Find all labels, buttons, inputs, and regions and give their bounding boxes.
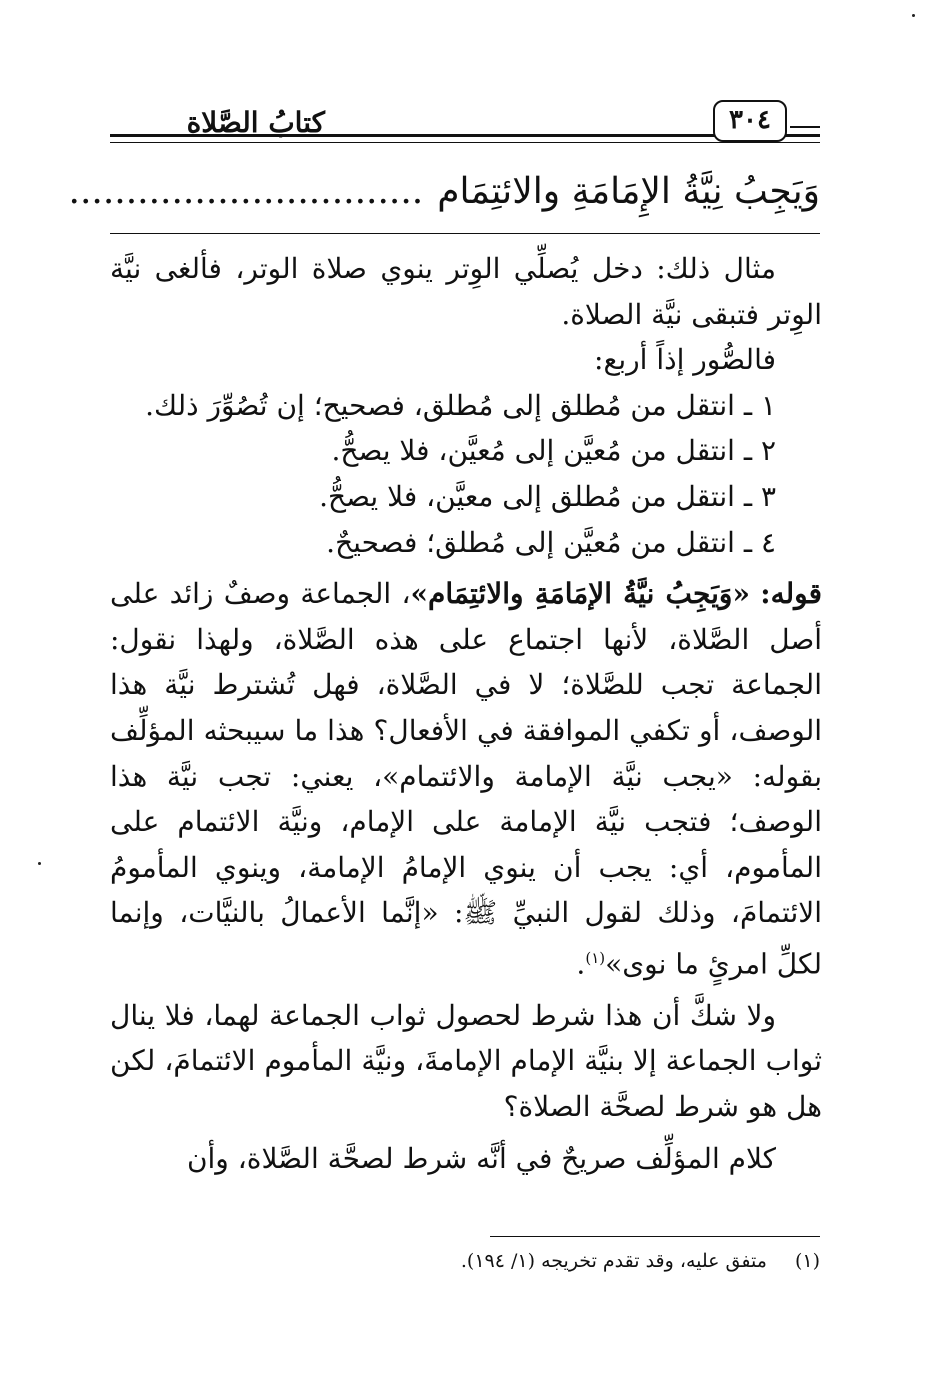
header-ornament-rule	[790, 126, 820, 128]
commentary-body	[110, 246, 822, 1181]
case-item-1: ١ ـ انتقل من مُطلق إلى مُطلق، فصحيح؛ إن تُصُوِّرَ ذلك.	[145, 388, 776, 422]
book-title: كتابُ الصَّلاة	[186, 106, 325, 139]
scan-speck	[38, 862, 41, 865]
case-item-3: ٣ ـ انتقل من مُطلق إلى معيَّن، فلا يصحُّ.	[319, 479, 776, 513]
scan-speck	[912, 14, 915, 17]
page-number: ٣٠٤	[713, 100, 787, 142]
qawluhu-end: .	[576, 947, 586, 981]
matn-quote: «وَيَجِبُ نيَّةُ الإمَامَةِ والائتِمَام»	[410, 577, 750, 611]
qawluhu-commentary: ، الجماعة وصفٌ زائد على أصل الصَّلاة، لأنها اجتماع على هذه الصَّلاة، ولهذا نقول: الجماعة تجب للصَّلاة؛ لا في الصَّلاة، فهل تُشترط نيَّة هذا الوصف، أو تكفي الموافقة في الأفعال؟ هذا ما سيبحثه المؤلِّف بقوله: «يجب نيَّة الإمامة والائتمام»، يعني: تجب نيَّة هذا الوصف؛ فتجب نيَّة الإمامة على الإمام، ونيَّة الائتمام على المأموم، أي: يجب أن ينوي الإمامُ الإمامة، وينوي المأمومُ الائتمامَ، وذلك لقول النبيِّ ﷺ: «إنَّما الأعمالُ بالنيَّات، وإنما لكلِّ امرئٍ ما نوى»	[110, 577, 823, 981]
matn-text: وَيَجِبُ نِيَّةُ الإِمَامَةِ والائتِمَام	[437, 171, 820, 212]
footnote-separator	[490, 1236, 820, 1237]
footnote-text: متفق عليه، وقد تقدم تخريجه (١/ ١٩٤).	[460, 1250, 767, 1272]
footnote-marker[interactable]: (١)	[585, 948, 606, 967]
paragraph-qawluhu	[110, 571, 822, 987]
case-item-2: ٢ ـ انتقل من مُعيَّن إلى مُعيَّن، فلا يصحُّ.	[331, 434, 776, 468]
paragraph-reward-condition: ولا شكَّ أن هذا شرط لحصول ثواب الجماعة لهما، فلا ينال ثواب الجماعة إلا بنيَّة الإمام الإمامةَ، ونيَّة المأموم الائتمامَ، لكن هل هو شرط لصحَّة الصلاة؟	[110, 998, 822, 1124]
running-header	[110, 100, 820, 152]
paragraph-cases-intro: فالصُّور إذاً أربع:	[594, 343, 776, 377]
matn-heading	[68, 162, 820, 222]
paragraph-author-statement: كلام المؤلِّف صريحٌ في أنَّه شرط لصحَّة الصَّلاة، وأن	[186, 1141, 776, 1175]
paragraph-example: مثال ذلك: دخل يُصلِّي الوِتر ينوي صلاة الوتر، فألغى نيَّة الوِتر فتبقى نيَّة الصلاة.	[110, 252, 822, 331]
footnote-number: (١)	[794, 1250, 820, 1272]
qawluhu-label: قوله:	[760, 577, 822, 611]
case-item-4: ٤ ـ انتقل من مُعيَّن إلى مُطلق؛ فصحيحٌ.	[326, 525, 776, 559]
matn-separator	[110, 233, 820, 234]
header-rule-thin	[110, 142, 820, 143]
footnote-1	[110, 1244, 820, 1278]
matn-dots: ...............................	[68, 171, 424, 212]
